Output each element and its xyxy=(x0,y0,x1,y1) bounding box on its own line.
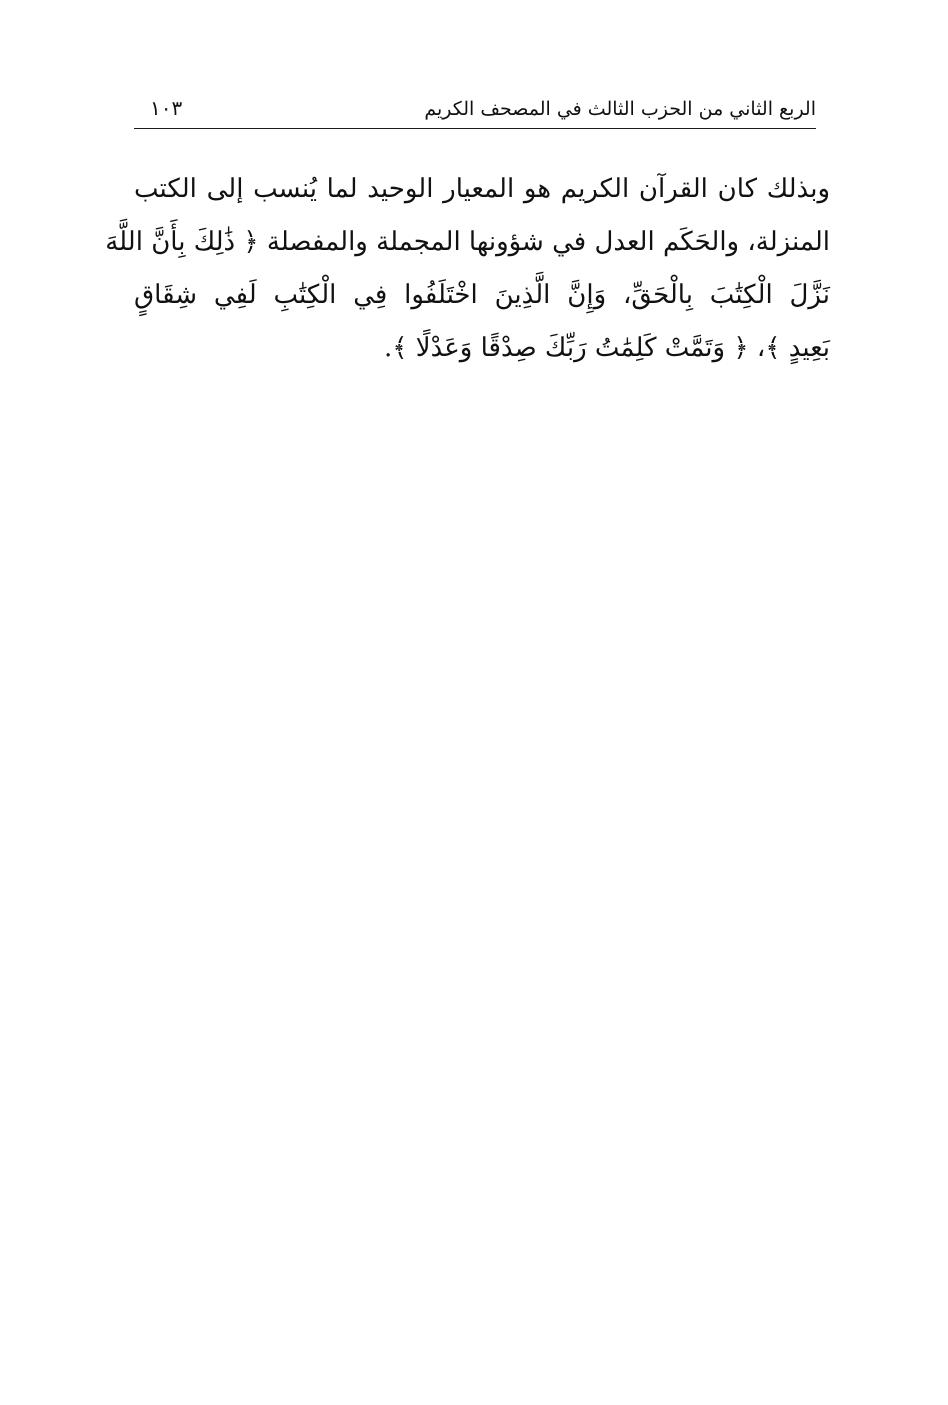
header-title: الربع الثاني من الحزب الثالث في المصحف الكريم xyxy=(424,98,816,120)
paragraph-line-1: وبذلك كان القرآن الكريم هو المعيار الوحيد لما يُنسب إلى الكتب xyxy=(134,174,830,204)
paragraph-line-2: المنزلة، والحَكَم العدل في شؤونها المجملة والمفصلة ﴿ ذَٰلِكَ بِأَنَّ اللَّهَ xyxy=(105,227,830,257)
header-rule xyxy=(134,128,816,129)
paragraph-line-4: بَعِيدٍ ﴾، ﴿ وَتَمَّتْ كَلِمَٰتُ رَبِّكَ صِدْقًا وَعَدْلًا ﴾. xyxy=(384,333,830,363)
paragraph-line-3: نَزَّلَ الْكِتَٰبَ بِالْحَقِّ، وَإِنَّ الَّذِينَ اخْتَلَفُوا فِي الْكِتَٰبِ لَفِي شِقَاقٍ xyxy=(134,280,830,310)
page-number: ١٠٣ xyxy=(150,96,183,120)
running-header xyxy=(134,92,816,128)
body-paragraph xyxy=(105,163,830,375)
